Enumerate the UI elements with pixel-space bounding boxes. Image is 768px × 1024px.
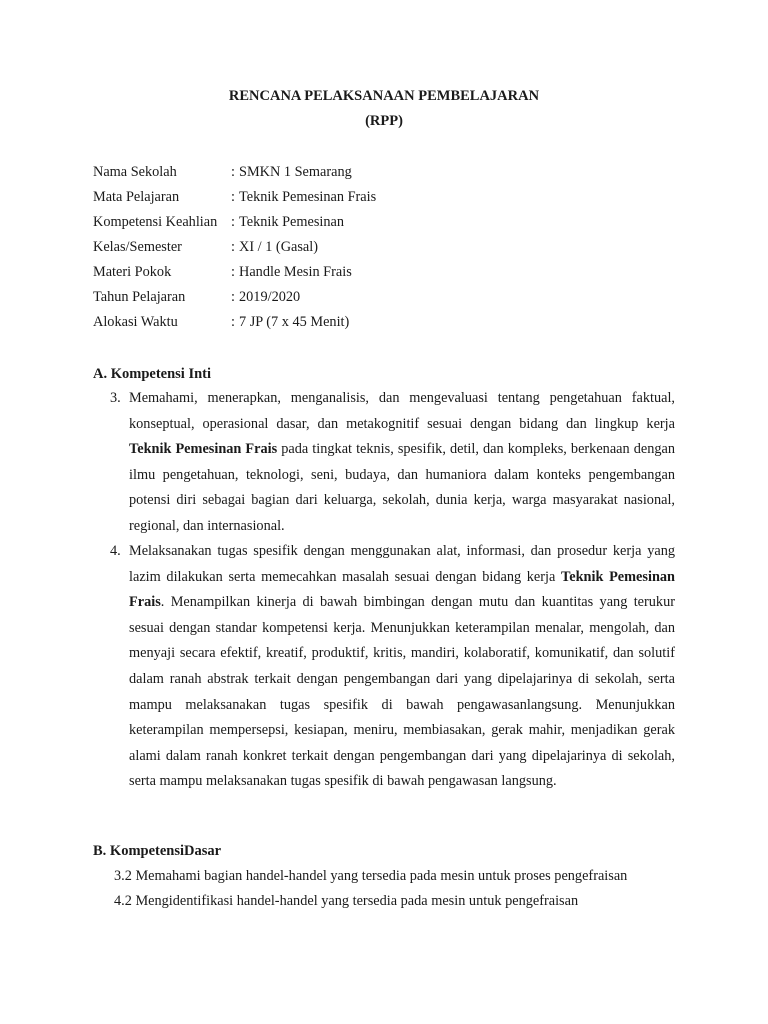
kompetensi-dasar-item: 4.2 Mengidentifikasi handel-handel yang tersedia pada mesin untuk pengefraisan [114, 893, 579, 909]
item-text: Melaksanakan tugas spesifik dengan menggunakan alat, informasi, dan prosedur kerja yang lazim dilakukan serta memecahkan masalah sesuai dengan bidang kerja [129, 543, 675, 585]
identity-value: Teknik Pemesinan [239, 214, 345, 230]
item-text: . Menampilkan kinerja di bawah bimbingan dengan mutu dan kuantitas yang terukur sesuai dengan standar kompetensi kerja. Menunjukkan keterampilan menalar, mengolah, dan menyaji secara efektif, kreatif, produktif, kritis, mandiri, kolaboratif, komunikatif, dan solutif dalam ranah abstrak terkait dengan pengembangan dari yang dipelajarinya di sekolah, serta mampu melaksanakan tugas spesifik di bawah pengawasanlangsung. Menunjukkan keterampilan mempersepsi, kesiapan, meniru, membiasakan, gerak mahir, menjadikan gerak alami dalam ranah konkret terkait dengan pengembangan dari yang dipelajarinya di sekolah, serta mampu melaksanakan tugas spesifik di bawah pengawasan langsung. [129, 594, 675, 790]
list-item-number: 4. [110, 543, 121, 559]
identity-colon: : [231, 264, 235, 280]
kompetensi-inti-item [129, 386, 675, 540]
identity-row [93, 214, 376, 239]
identity-row [93, 189, 376, 214]
identity-label: Kelas/Semester [93, 239, 182, 255]
identity-label: Mata Pelajaran [93, 189, 180, 205]
identity-label: Nama Sekolah [93, 164, 177, 180]
section-b-heading: B. KompetensiDasar [93, 843, 222, 859]
identity-colon: : [231, 214, 235, 230]
identity-colon: : [231, 239, 235, 255]
kompetensi-inti-item [129, 539, 675, 795]
list-item-number: 3. [110, 390, 121, 406]
identity-value: SMKN 1 Semarang [239, 164, 352, 180]
identity-label: Materi Pokok [93, 264, 172, 280]
identity-row [93, 239, 376, 264]
identity-label: Kompetensi Keahlian [93, 214, 218, 230]
identity-value: Handle Mesin Frais [239, 264, 352, 280]
document-title: RENCANA PELAKSANAAN PEMBELAJARAN [228, 88, 540, 104]
identity-table [93, 164, 376, 339]
identity-colon: : [231, 314, 235, 330]
identity-value: 2019/2020 [239, 289, 301, 305]
item-text: Memahami, menerapkan, menganalisis, dan mengevaluasi tentang pengetahuan faktual, konseptual, operasional dasar, dan metakognitif sesuai dengan bidang dan lingkup kerja [129, 390, 675, 432]
document-subtitle: (RPP) [365, 113, 403, 129]
item-bold-text: Teknik Pemesinan Frais [129, 441, 278, 458]
identity-colon: : [231, 289, 235, 305]
identity-label: Tahun Pelajaran [93, 289, 186, 305]
identity-row [93, 264, 376, 289]
identity-value: 7 JP (7 x 45 Menit) [239, 314, 350, 330]
identity-row [93, 289, 376, 314]
identity-colon: : [231, 189, 235, 205]
identity-value: Teknik Pemesinan Frais [239, 189, 377, 205]
section-a-heading: A. Kompetensi Inti [93, 366, 212, 382]
item-text: pada tingkat teknis, spesifik, detil, dan kompleks, berkenaan dengan ilmu pengetahuan, teknologi, seni, budaya, dan humaniora dalam konteks pengembangan potensi diri sebagai bagian dari keluarga, sekolah, dunia kerja, warga masyarakat nasional, regional, dan internasional. [129, 441, 675, 534]
kompetensi-dasar-item: 3.2 Memahami bagian handel-handel yang tersedia pada mesin untuk proses pengefraisan [114, 868, 628, 884]
identity-value: XI / 1 (Gasal) [239, 239, 319, 255]
item-bold-text: Teknik Pemesinan Frais [129, 568, 675, 611]
identity-row [93, 314, 376, 339]
identity-row [93, 164, 376, 189]
identity-label: Alokasi Waktu [93, 314, 178, 330]
identity-colon: : [231, 164, 235, 180]
